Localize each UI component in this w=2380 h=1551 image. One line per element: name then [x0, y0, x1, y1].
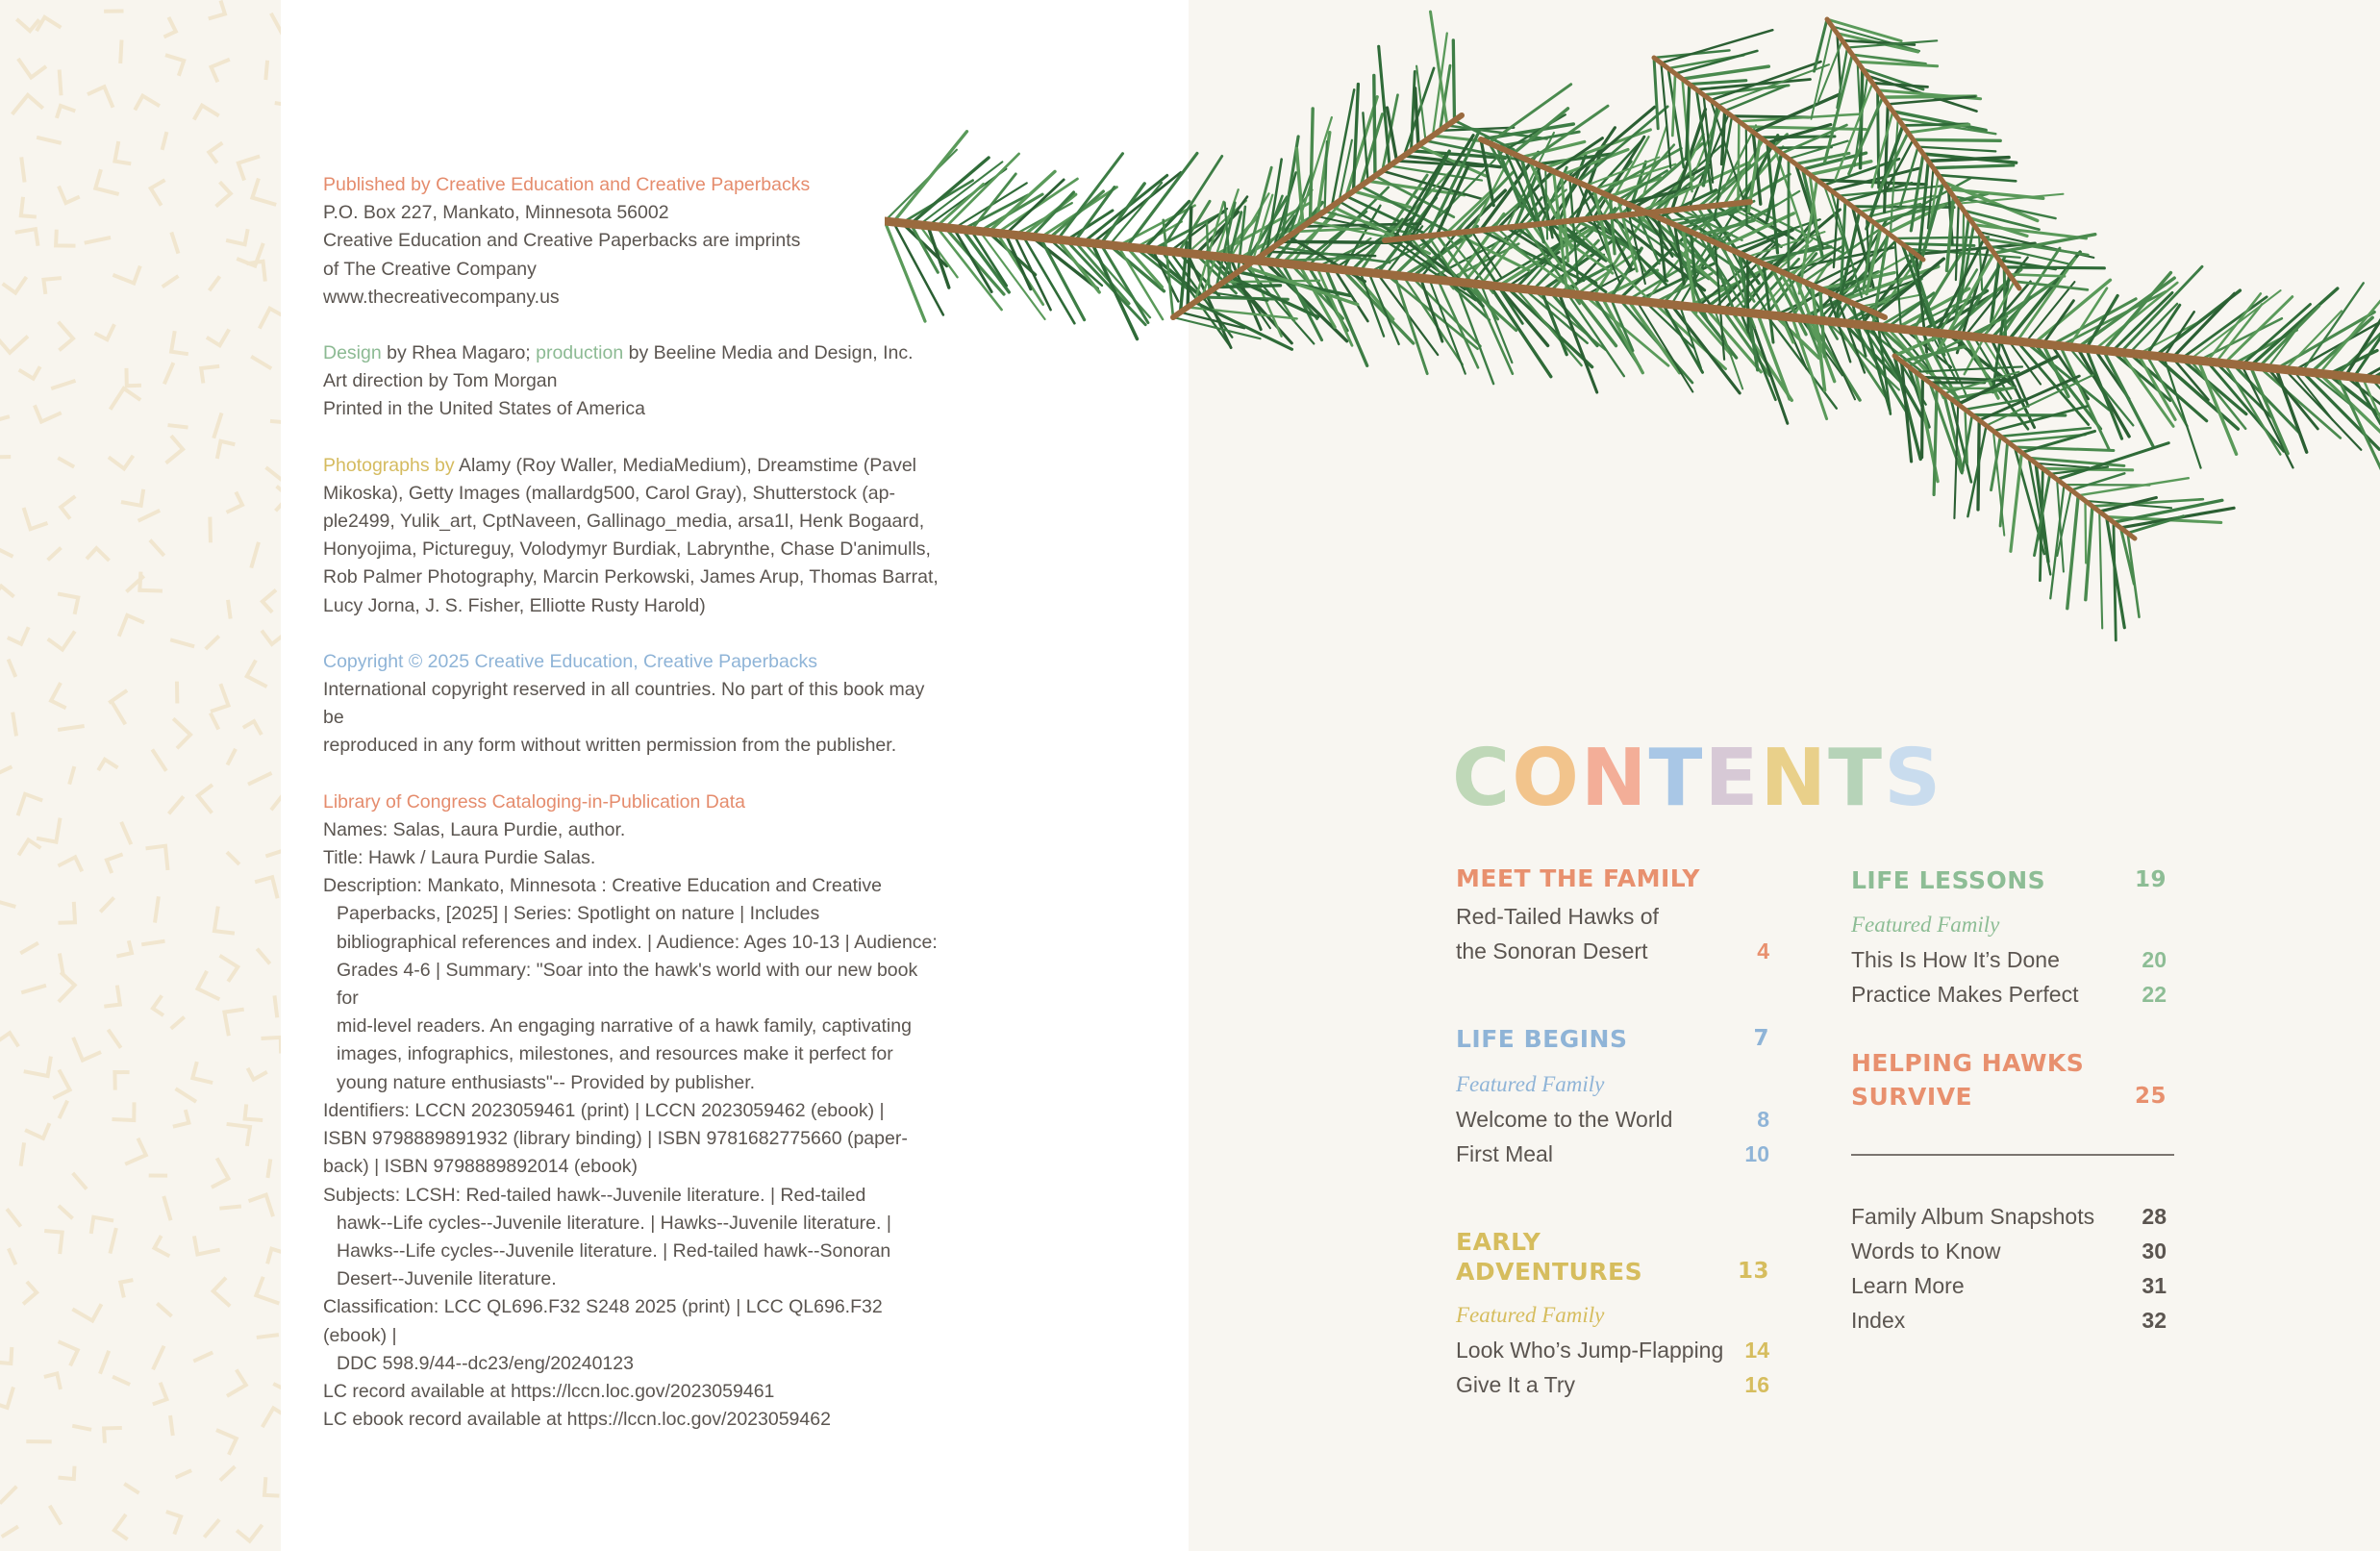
publisher-url: www.thecreativecompany.us — [323, 286, 560, 308]
cataloging-line: Paperbacks, [2025] | Series: Spotlight on nature | Includes — [337, 903, 820, 925]
toc-item[interactable]: Practice Makes Perfect 22 — [1851, 977, 2167, 1012]
toc-item[interactable]: Give It a Try 16 — [1456, 1367, 1769, 1402]
photos-line: Lucy Jorna, J. S. Fisher, Elliotte Rusty Harold) — [323, 594, 706, 616]
cataloging-line: Identifiers: LCCN 2023059461 (print) | LCCN 2023059462 (ebook) | — [323, 1099, 885, 1121]
photos-line: Mikoska), Getty Images (mallardg500, Carol Gray), Shutterstock (ap- — [323, 482, 895, 504]
toc-divider — [1851, 1154, 2174, 1156]
toc-item[interactable]: This Is How It’s Done 20 — [1851, 942, 2167, 977]
featured-family-label: Featured Family — [1456, 1303, 1605, 1327]
copyright-block — [323, 171, 939, 1462]
contents-title — [1452, 733, 1943, 824]
publisher-line: P.O. Box 227, Mankato, Minnesota 56002 — [323, 202, 669, 224]
page-number: 25 — [2134, 1084, 2167, 1109]
toc-right-column — [1851, 865, 2167, 1113]
photos-section — [323, 452, 939, 620]
photos-line: Rob Palmer Photography, Marcin Perkowski, James Arup, Thomas Barrat, — [323, 566, 939, 588]
design-credit — [323, 339, 939, 367]
copyright-label: Copyright © 2025 Creative Education, Creative Paperbacks — [323, 650, 818, 672]
pine-branch-illustration — [885, 0, 2380, 673]
toc-section-helping-hawks[interactable] — [1851, 1046, 2167, 1113]
contents-title-letter: E — [1704, 733, 1761, 824]
toc-item[interactable]: Family Album Snapshots 28 — [1851, 1199, 2167, 1234]
contents-title-letter: N — [1580, 733, 1649, 824]
page-number: 8 — [1757, 1107, 1769, 1132]
cataloging-line: (ebook) | — [323, 1324, 397, 1346]
cataloging-line: Title: Hawk / Laura Purdie Salas. — [323, 847, 596, 869]
toc-heading: SURVIVE 25 — [1851, 1080, 2167, 1113]
cataloging-line: Classification: LCC QL696.F32 S248 2025 (print) | LCC QL696.F32 — [323, 1296, 883, 1318]
toc-item[interactable]: Look Who’s Jump-Flapping 14 — [1456, 1333, 1769, 1367]
cataloging-line: LC record available at https://lccn.loc.gov/2023059461 — [323, 1380, 775, 1402]
cataloging-line: bibliographical references and index. | Audience: Ages 10-13 | Audience: — [337, 931, 938, 953]
page-number: 28 — [2142, 1204, 2167, 1229]
decorative-pattern-strip — [0, 0, 281, 1551]
design-label: Design — [323, 342, 382, 364]
toc-item: Red-Tailed Hawks of — [1456, 904, 1659, 929]
cataloging-line: mid-level readers. An engaging narrative of a hawk family, captivating — [337, 1015, 912, 1038]
toc-heading: MEET THE FAMILY — [1456, 864, 1700, 892]
contents-title-letter: T — [1648, 733, 1705, 824]
printed-line: Printed in the United States of America — [323, 398, 645, 420]
photos-line: Honyojima, Pictureguy, Volodymyr Burdiak, Labrynthe, Chase D'animulls, — [323, 538, 931, 561]
toc-item: the Sonoran Desert 4 — [1456, 934, 1769, 968]
cataloging-line: back) | ISBN 9798889892014 (ebook) — [323, 1156, 639, 1178]
page-number: 32 — [2142, 1308, 2167, 1333]
page-number: 10 — [1744, 1141, 1769, 1166]
toc-heading: ADVENTURES 13 — [1456, 1258, 1769, 1286]
contents-title-letter: O — [1512, 733, 1581, 824]
cataloging-line: LC ebook record available at https://lccn.loc.gov/2023059462 — [323, 1409, 831, 1431]
photos-line: ple2499, Yulik_art, CptNaveen, Gallinago_media, arsa1l, Henk Bogaard, — [323, 511, 925, 533]
publisher-line: of The Creative Company — [323, 258, 537, 280]
cataloging-line: Desert--Juvenile literature. — [337, 1268, 557, 1290]
page-number: 31 — [2142, 1273, 2167, 1298]
publisher-section — [323, 171, 939, 312]
cataloging-section — [323, 788, 939, 1435]
featured-family-label: Featured Family — [1456, 1072, 1605, 1096]
art-direction-line: Art direction by Tom Morgan — [323, 370, 558, 392]
design-text: by Rhea Magaro; — [381, 342, 537, 364]
toc-left-column — [1456, 863, 1769, 1402]
toc-heading: HELPING HAWKS — [1851, 1049, 2085, 1077]
cataloging-line: images, infographics, milestones, and resources make it perfect for — [337, 1043, 893, 1065]
production-label: production — [536, 342, 624, 364]
page-number: 30 — [2142, 1238, 2167, 1263]
cataloging-label: Library of Congress Cataloging-in-Publication Data — [323, 790, 745, 813]
page-number: 7 — [1753, 1026, 1769, 1051]
page-number: 13 — [1737, 1259, 1769, 1284]
contents-title-letter: C — [1452, 733, 1513, 824]
toc-item[interactable]: Index 32 — [1851, 1303, 2167, 1338]
publisher-line: Creative Education and Creative Paperbacks are imprints — [323, 230, 801, 252]
page-number: 16 — [1744, 1372, 1769, 1397]
squiggle-pattern-icon — [0, 0, 281, 1551]
page-number: 20 — [2142, 947, 2167, 972]
toc-section-meet-the-family[interactable] — [1456, 863, 1769, 968]
contents-title-letter: N — [1760, 733, 1829, 824]
production-text: by Beeline Media and Design, Inc. — [623, 342, 914, 364]
cataloging-line: Grades 4-6 | Summary: "Soar into the hawk's world with our new book for — [337, 959, 918, 1010]
toc-item[interactable]: Welcome to the World 8 — [1456, 1102, 1769, 1137]
photos-label: Photographs by — [323, 454, 455, 476]
toc-section-early-adventures[interactable] — [1456, 1227, 1769, 1402]
toc-heading: EARLY — [1456, 1228, 1541, 1256]
contents-title-letter: T — [1828, 733, 1885, 824]
cataloging-line: hawk--Life cycles--Juvenile literature. | Hawks--Juvenile literature. | — [337, 1212, 891, 1234]
toc-item[interactable]: Words to Know 30 — [1851, 1234, 2167, 1268]
toc-item[interactable]: First Meal 10 — [1456, 1137, 1769, 1171]
page-number: 22 — [2142, 982, 2167, 1007]
design-section — [323, 339, 939, 424]
toc-item[interactable]: Learn More 31 — [1851, 1268, 2167, 1303]
cataloging-line: Hawks--Life cycles--Juvenile literature. | Red-tailed hawk--Sonoran — [337, 1239, 891, 1262]
cataloging-line: Description: Mankato, Minnesota : Creative Education and Creative — [323, 875, 882, 897]
photos-line: Photographs by Alamy (Roy Waller, MediaMedium), Dreamstime (Pavel — [323, 454, 917, 476]
copyright-line: reproduced in any form without written permission from the publisher. — [323, 735, 897, 757]
toc-back-matter — [1851, 1199, 2167, 1338]
page-number: 4 — [1757, 938, 1769, 963]
toc-heading: LIFE BEGINS 7 — [1456, 1025, 1769, 1053]
toc-section-life-lessons[interactable] — [1851, 865, 2167, 1012]
cataloging-line: young nature enthusiasts"-- Provided by publisher. — [337, 1071, 756, 1093]
page-number: 19 — [2134, 867, 2167, 892]
cataloging-line: DDC 598.9/44--dc23/eng/20240123 — [337, 1352, 634, 1374]
contents-title-letter: S — [1884, 733, 1943, 824]
cataloging-line: Subjects: LCSH: Red-tailed hawk--Juvenile literature. | Red-tailed — [323, 1184, 866, 1206]
page-number: 14 — [1744, 1338, 1769, 1363]
cataloging-line: ISBN 9798889891932 (library binding) | ISBN 9781682775660 (paper- — [323, 1128, 908, 1150]
copyright-line: International copyright reserved in all countries. No part of this book may be — [323, 679, 925, 729]
publisher-label: Published by Creative Education and Creative Paperbacks — [323, 174, 811, 195]
featured-family-label: Featured Family — [1851, 913, 2000, 937]
copyright-section — [323, 648, 939, 761]
toc-heading: LIFE LESSONS 19 — [1851, 866, 2167, 894]
cataloging-line: Names: Salas, Laura Purdie, author. — [323, 818, 626, 840]
toc-section-life-begins[interactable] — [1456, 1024, 1769, 1171]
